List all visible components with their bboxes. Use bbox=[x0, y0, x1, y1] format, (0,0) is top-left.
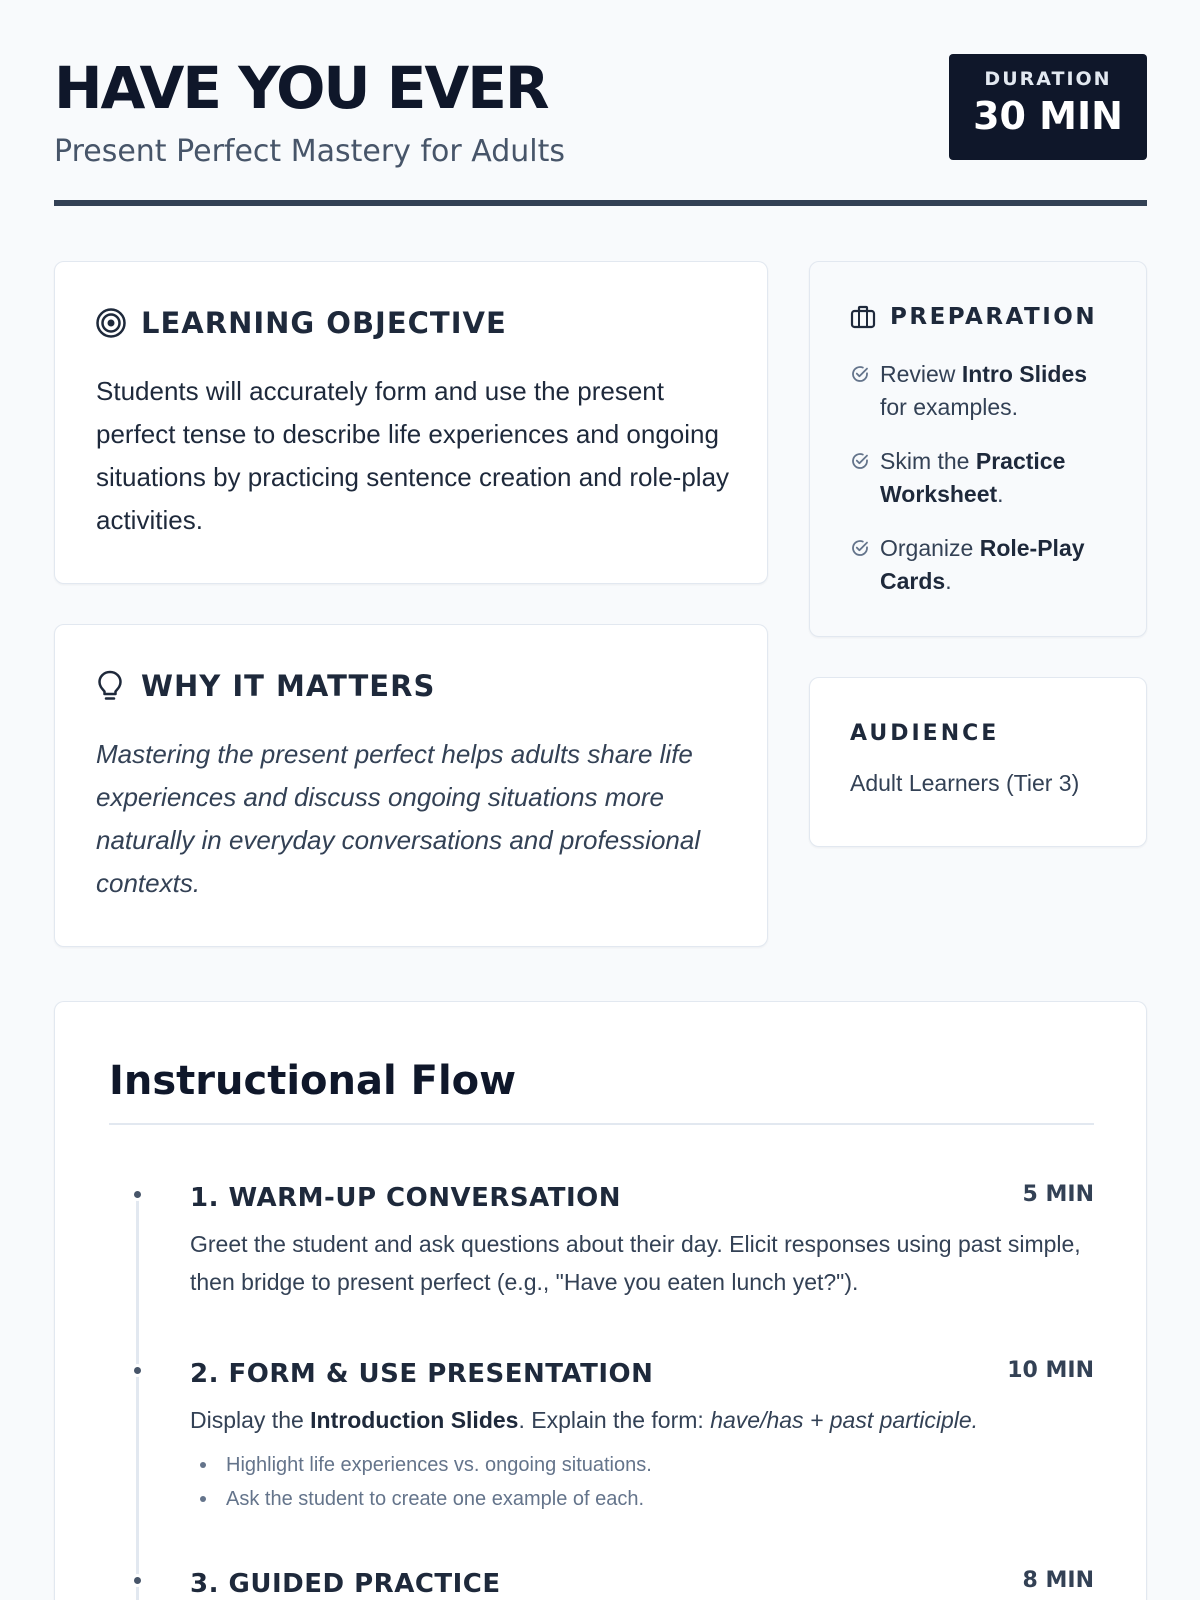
check-circle-icon bbox=[850, 452, 870, 470]
step-description: Display the Introduction Slides. Explain the form: have/has + past participle. bbox=[190, 1407, 979, 1433]
instructional-flow-title: Instructional Flow bbox=[109, 1058, 517, 1104]
step-duration: 10 MIN bbox=[1007, 1358, 1094, 1383]
preparation-title: PREPARATION bbox=[890, 304, 1098, 330]
header-divider bbox=[54, 200, 1147, 206]
instructional-flow-card bbox=[54, 1001, 1147, 1600]
why-it-matters-header bbox=[95, 669, 435, 703]
why-it-matters-title: WHY IT MATTERS bbox=[141, 669, 436, 703]
preparation-item-text: Skim the Practice Worksheet. bbox=[880, 448, 1066, 507]
bullet-dot bbox=[200, 1462, 206, 1468]
lightbulb-icon bbox=[95, 669, 125, 703]
list-item: Ask the student to create one example of each. bbox=[200, 1482, 1060, 1516]
lesson-title: HAVE YOU EVER bbox=[54, 54, 548, 122]
target-icon bbox=[95, 307, 127, 339]
list-item bbox=[850, 358, 1120, 424]
step-sub-list bbox=[200, 1448, 1060, 1516]
step-title: 2. FORM & USE PRESENTATION bbox=[190, 1359, 654, 1389]
duration-value: 30 MIN bbox=[973, 94, 1123, 138]
learning-objective-title: LEARNING OBJECTIVE bbox=[141, 306, 507, 340]
learning-objective-header bbox=[95, 306, 507, 340]
lesson-subtitle: Present Perfect Mastery for Adults bbox=[54, 134, 566, 169]
audience-value: Adult Learners (Tier 3) bbox=[850, 770, 1080, 796]
duration-badge bbox=[949, 54, 1147, 160]
step-duration: 5 MIN bbox=[1022, 1182, 1094, 1207]
step-title: 1. WARM-UP CONVERSATION bbox=[190, 1183, 622, 1213]
timeline-dot bbox=[131, 1364, 144, 1377]
step-title: 3. GUIDED PRACTICE bbox=[190, 1569, 501, 1599]
instructional-flow-divider bbox=[109, 1123, 1094, 1125]
audience-card bbox=[809, 677, 1147, 847]
list-item: Highlight life experiences vs. ongoing situations. bbox=[200, 1448, 1060, 1482]
preparation-item-text: Organize Role-Play Cards. bbox=[880, 535, 1085, 594]
step-description: Greet the student and ask questions about their day. Elicit responses using past simple, then bridge to present perfect (e.g., "Have you eaten lunch yet?"). bbox=[190, 1231, 1081, 1295]
preparation-card bbox=[809, 261, 1147, 637]
why-it-matters-card bbox=[54, 624, 768, 947]
learning-objective-card bbox=[54, 261, 768, 584]
bullet-dot bbox=[200, 1496, 206, 1502]
check-circle-icon bbox=[850, 365, 870, 383]
why-it-matters-text: Mastering the present perfect helps adults share life experiences and discuss ongoing situations more naturally in everyday conversations and professional contexts. bbox=[96, 739, 701, 898]
preparation-list bbox=[850, 358, 1120, 619]
list-item bbox=[850, 532, 1120, 598]
briefcase-icon bbox=[850, 305, 876, 329]
step-duration: 8 MIN bbox=[1022, 1568, 1094, 1593]
lesson-header bbox=[54, 50, 1147, 206]
timeline-dot bbox=[131, 1574, 144, 1587]
check-circle-icon bbox=[850, 539, 870, 557]
preparation-header bbox=[850, 304, 1097, 330]
duration-label: DURATION bbox=[984, 68, 1112, 90]
audience-label: AUDIENCE bbox=[850, 721, 1000, 746]
preparation-item-text: Review Intro Slides for examples. bbox=[880, 361, 1088, 420]
list-item bbox=[850, 445, 1120, 511]
learning-objective-text: Students will accurately form and use the present perfect tense to describe life experiences and ongoing situations by practicing sentence creation and role-play activities. bbox=[96, 376, 730, 535]
timeline-dot bbox=[131, 1188, 144, 1201]
timeline-line bbox=[136, 1196, 139, 1600]
